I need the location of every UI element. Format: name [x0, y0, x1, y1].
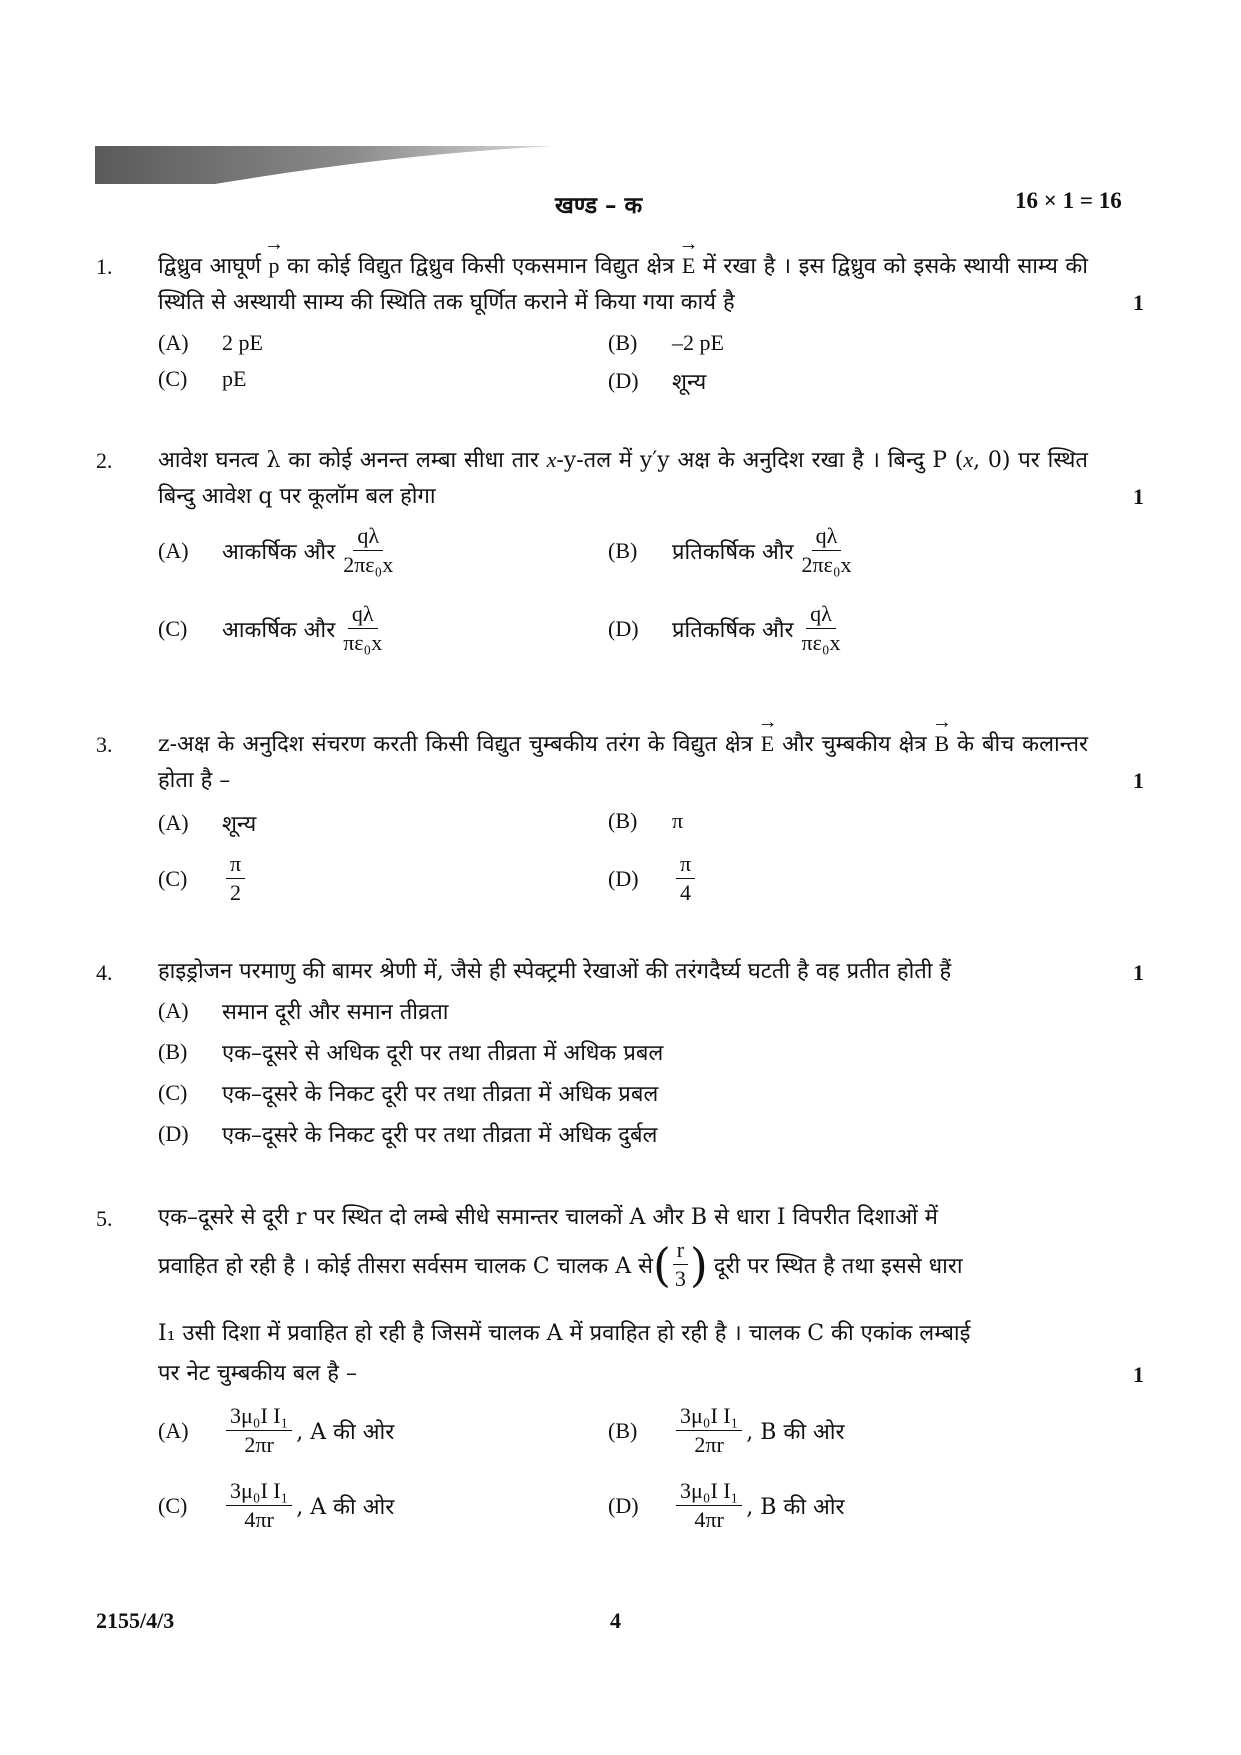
fraction: $\frac{\text{3μ₀I I₁}}{4\pi r}$ — [226, 1479, 292, 1532]
fraction: $\frac{\text{3μ₀I I₁}}{2\pi r}$ — [676, 1404, 742, 1457]
question-mark: 1 — [1133, 1362, 1144, 1387]
option-b: (B) $\frac{\text{3μ₀I I₁}}{2\pi r}$ , B की ओर — [608, 1403, 845, 1457]
right-paren: ) — [689, 1237, 708, 1292]
fraction: $\frac{\text{3μ₀I I₁}}{2\pi r}$ — [226, 1404, 292, 1457]
question-number: 3. — [96, 732, 113, 757]
question-number: 4. — [96, 960, 113, 985]
fraction: $\frac{\pi}{2}$ — [226, 852, 245, 905]
fraction: $\frac{q\lambda}{\text{2πε₀x}}$ — [801, 523, 852, 577]
option-a: (A) $\frac{\text{3μ₀I I₁}}{2\pi r}$ , A की ओर — [158, 1403, 395, 1457]
question-text: द्विध्रुव आघूर्ण → p का कोई विद्युत द्विध्रुव किसी एकसमान विद्युत क्षेत्र → E में रखा है । इस द्विध्रुव को इसके स्थायी साम्य की स्थिति से अस्थायी साम्य की स्थिति तक घूर्णित कराने में किया गया कार्य है — [158, 248, 1088, 321]
option-a: (A) समान दूरी और समान तीव्रता — [158, 998, 449, 1025]
page-number: 4 — [610, 1608, 621, 1633]
option-c: (C) एक–दूसरे के निकट दूरी पर तथा तीव्रता में अधिक प्रबल — [158, 1080, 659, 1107]
option-c: (C) आकर्षिक और $\frac{q\lambda}{\text{πε₀x}}$ — [158, 602, 390, 655]
question-text: हाइड्रोजन परमाणु की बामर श्रेणी में, जैसे ही स्पेक्ट्रमी रेखाओं की तरंगदैर्घ्य घटती है वह प्रतीत होती हैं — [158, 959, 952, 984]
option-a: (A) शून्य — [158, 810, 257, 837]
fraction: $\frac{q\lambda}{\text{2πε₀x}}$ — [343, 523, 394, 577]
option-b: (B) एक–दूसरे से अधिक दूरी पर तथा तीव्रता में अधिक प्रबल — [158, 1039, 664, 1066]
option-d: (D) $\frac{\pi}{4}$ — [608, 852, 699, 905]
option-c: (C) $\frac{\text{3μ₀I I₁}}{4\pi r}$ , A की ओर — [158, 1478, 395, 1532]
header-decoration-bar — [95, 146, 555, 184]
fraction: $\frac{\pi}{4}$ — [676, 852, 695, 905]
question-line-3: I₁ उसी दिशा में प्रवाहित हो रही है जिसमें चालक A में प्रवाहित हो रही है । चालक C की एकांक लम्बाई — [158, 1321, 971, 1346]
fraction: $\frac{\text{3μ₀I I₁}}{4\pi r}$ — [676, 1479, 742, 1532]
question-text: z-अक्ष के अनुदिश संचरण करती किसी विद्युत चुम्बकीय तरंग के विद्युत क्षेत्र → E और चुम्बकीय क्षेत्र → B के बीच कलान्तर होता है – — [158, 726, 1088, 799]
question-line-1: एक–दूसरे से दूरी r पर स्थित दो लम्बे सीधे समान्तर चालकों A और B से धारा I विपरीत दिशाओं में — [158, 1205, 938, 1230]
section-title: खण्ड – क — [555, 192, 643, 219]
option-d: (D) $\frac{\text{3μ₀I I₁}}{4\pi r}$ , B की ओर — [608, 1478, 845, 1532]
option-d: (D) एक–दूसरे के निकट दूरी पर तथा तीव्रता में अधिक दुर्बल — [158, 1121, 658, 1148]
fraction: $\frac{r}{3}$ — [671, 1238, 690, 1291]
option-a: (A) 2 pE — [158, 330, 263, 355]
fraction: $\frac{q\lambda}{\text{πε₀x}}$ — [801, 601, 841, 655]
fraction: $\frac{q\lambda}{\text{πε₀x}}$ — [343, 601, 383, 655]
option-c: (C) pE — [158, 366, 247, 391]
option-d: (D) प्रतिकर्षिक और $\frac{q\lambda}{\text{πε₀x}}$ — [608, 602, 848, 655]
option-a: (A) आकर्षिक और $\frac{q\lambda}{\text{2πε₀x}}$ — [158, 524, 401, 577]
paper-code: 2155/4/3 — [96, 1608, 175, 1633]
question-text: आवेश घनत्व λ का कोई अनन्त लम्बा सीधा तार x-y-तल में y′y अक्ष के अनुदिश रखा है । बिन्दु P (x, 0) पर स्थित बिन्दु आवेश q पर कूलॉम बल होगा — [158, 447, 1088, 509]
option-b: (B) –2 pE — [608, 330, 724, 355]
question-number: 1. — [96, 254, 113, 279]
option-c: (C) $\frac{\pi}{2}$ — [158, 852, 249, 905]
question-number: 5. — [96, 1206, 113, 1231]
option-d: (D) शून्य — [608, 368, 707, 395]
question-mark: 1 — [1133, 290, 1144, 315]
section-marks: 16 × 1 = 16 — [1015, 188, 1122, 213]
question-line-2: प्रवाहित हो रही है । कोई तीसरा सर्वसम चालक C चालक A से ( $\frac{r}{3}$ ) दूरी पर स्थित है तथा इससे धारा — [158, 1237, 963, 1292]
option-b: (B) π — [608, 808, 684, 833]
question-mark: 1 — [1133, 960, 1144, 985]
option-b: (B) प्रतिकर्षिक और $\frac{q\lambda}{\text{2πε₀x}}$ — [608, 524, 859, 577]
question-line-4: पर नेट चुम्बकीय बल है – — [158, 1361, 357, 1386]
question-mark: 1 — [1133, 484, 1144, 509]
left-paren: ( — [652, 1237, 671, 1292]
question-mark: 1 — [1133, 768, 1144, 793]
question-number: 2. — [96, 448, 113, 473]
